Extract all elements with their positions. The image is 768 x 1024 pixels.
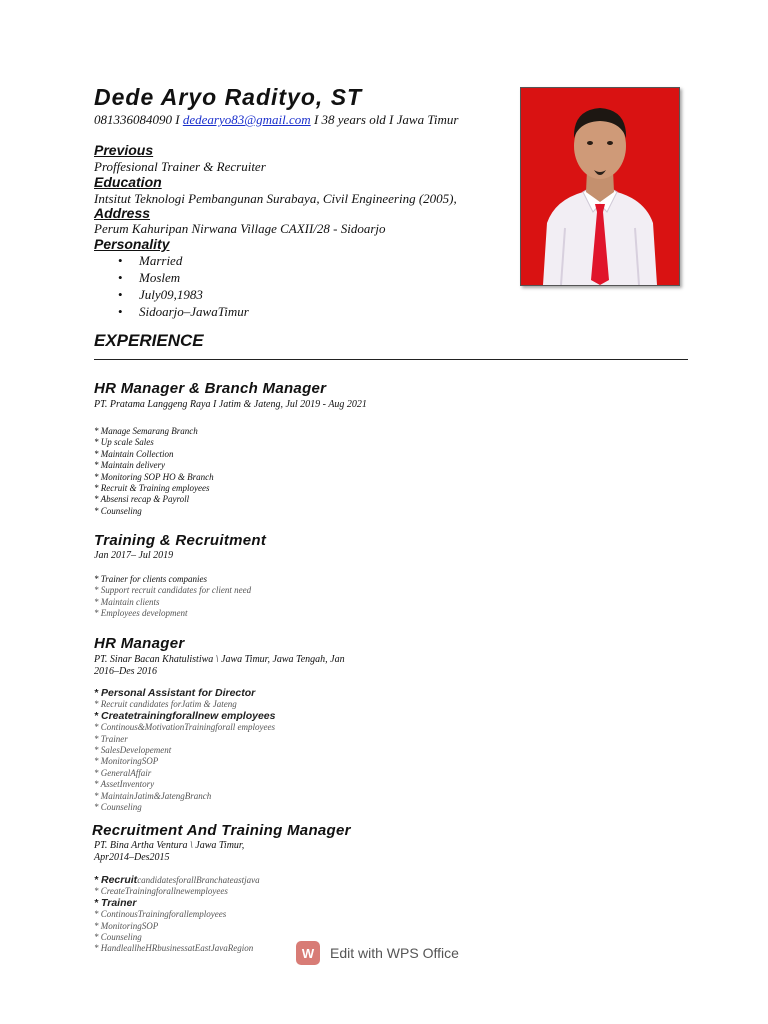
job-company-3-line1: PT. Sinar Bacan Khatulistiwa \ Jawa Timur, Jawa Tengah, Jan bbox=[94, 654, 345, 665]
job-duties-3 bbox=[94, 688, 275, 813]
job-title-2: Training & Recruitment bbox=[94, 532, 267, 549]
list-item: * Maintain clients bbox=[94, 596, 160, 607]
contact-line bbox=[94, 112, 458, 128]
list-item: * Continous&MotivationTrainingforall employees bbox=[94, 722, 275, 733]
list-item: * Employees development bbox=[94, 608, 188, 619]
education-value: Intsitut Teknologi Pembangunan Surabaya, Civil Engineering (2005), bbox=[94, 191, 457, 206]
list-item: * MonitoringSOP bbox=[94, 756, 159, 767]
wps-watermark-text: Edit with WPS Office bbox=[330, 945, 459, 961]
education-label: Education bbox=[94, 174, 162, 190]
profile-photo bbox=[520, 87, 680, 286]
list-item: * Recruit candidates forJatim & Jateng bbox=[94, 699, 237, 710]
job-company-2: Jan 2017– Jul 2019 bbox=[94, 550, 174, 561]
candidate-name: Dede Aryo Radityo, ST bbox=[94, 84, 363, 110]
list-item: * Counseling bbox=[94, 932, 142, 943]
list-item: • July09,1983 bbox=[118, 286, 249, 303]
job-company-4-line2: Apr2014–Des2015 bbox=[94, 852, 170, 863]
list-item: * Manage Semarang Branch bbox=[94, 426, 198, 436]
list-item: * GeneralAffair bbox=[94, 767, 152, 778]
job-company-3-line2: 2016–Des 2016 bbox=[94, 666, 158, 677]
list-item: * Counseling bbox=[94, 505, 142, 516]
previous-label: Previous bbox=[94, 142, 154, 158]
list-item: * Recruit & Training employees bbox=[94, 483, 210, 494]
wps-logo-icon: W bbox=[296, 941, 320, 965]
person-portrait-icon bbox=[521, 88, 679, 285]
list-item: * Maintain delivery bbox=[94, 460, 165, 471]
list-item: * Maintain Collection bbox=[94, 448, 174, 459]
email-link[interactable]: dedearyo83@gmail.com bbox=[182, 112, 311, 127]
list-item: * ContinousTrainingforallemployees bbox=[94, 909, 227, 920]
list-item: * Monitoring SOP HO & Branch bbox=[94, 471, 214, 482]
list-item: • Married bbox=[118, 252, 249, 269]
list-item: * AssetInventory bbox=[94, 779, 155, 790]
list-item bbox=[94, 875, 260, 886]
experience-heading: EXPERIENCE bbox=[94, 331, 204, 350]
job-duties-1 bbox=[94, 426, 214, 517]
phone-number: 081336084090 bbox=[94, 112, 172, 127]
list-item: * Createtrainingforallnew employees bbox=[94, 709, 276, 722]
separator: I bbox=[172, 112, 183, 127]
section-divider bbox=[94, 359, 688, 360]
personality-label: Personality bbox=[94, 236, 170, 252]
list-item: * Up scale Sales bbox=[94, 437, 154, 448]
job-duties-4 bbox=[94, 875, 260, 955]
list-item: * CreateTrainingforallnewemployees bbox=[94, 886, 228, 897]
list-item: * Counseling bbox=[94, 802, 142, 813]
previous-value: Proffesional Trainer & Recruiter bbox=[94, 159, 266, 174]
list-item: * Trainer bbox=[94, 733, 128, 744]
age-location: I 38 years old I Jawa Timur bbox=[310, 112, 459, 127]
wps-watermark[interactable] bbox=[296, 940, 459, 966]
job-title-3: HR Manager bbox=[94, 635, 185, 652]
list-item: * SalesDevelopement bbox=[94, 745, 172, 756]
list-item: • Sidoarjo–JawaTimur bbox=[118, 303, 249, 320]
address-label: Address bbox=[94, 205, 151, 221]
job-company-1: PT. Pratama Langgeng Raya I Jatim & Jateng, Jul 2019 - Aug 2021 bbox=[94, 399, 367, 410]
list-item: * Personal Assistant for Director bbox=[94, 687, 256, 699]
list-item: * HandleallheHRbusinessatEastJavaRegion bbox=[94, 943, 254, 954]
list-item: * MaintainJatim&JatengBranch bbox=[94, 790, 212, 801]
job-title-4: Recruitment And Training Manager bbox=[92, 822, 351, 839]
list-item: * Trainer for clients companies bbox=[94, 574, 207, 584]
duty-lead: * Recruit bbox=[94, 874, 138, 886]
job-duties-2 bbox=[94, 574, 251, 620]
list-item: * Absensi recap & Payroll bbox=[94, 494, 190, 505]
job-company-4-line1: PT. Bina Artha Ventura \ Jawa Timur, bbox=[94, 840, 245, 851]
address-value: Perum Kahuripan Nirwana Village CAXII/28 - Sidoarjo bbox=[94, 221, 386, 236]
duty-rest: candidatesforallBranchateastjava bbox=[137, 875, 260, 885]
list-item: * Support recruit candidates for client need bbox=[94, 585, 252, 596]
list-item: * Trainer bbox=[94, 896, 137, 909]
list-item: • Moslem bbox=[118, 269, 249, 286]
list-item: * MonitoringSOP bbox=[94, 920, 159, 931]
personality-list bbox=[118, 252, 249, 320]
job-title-1: HR Manager & Branch Manager bbox=[94, 380, 327, 397]
